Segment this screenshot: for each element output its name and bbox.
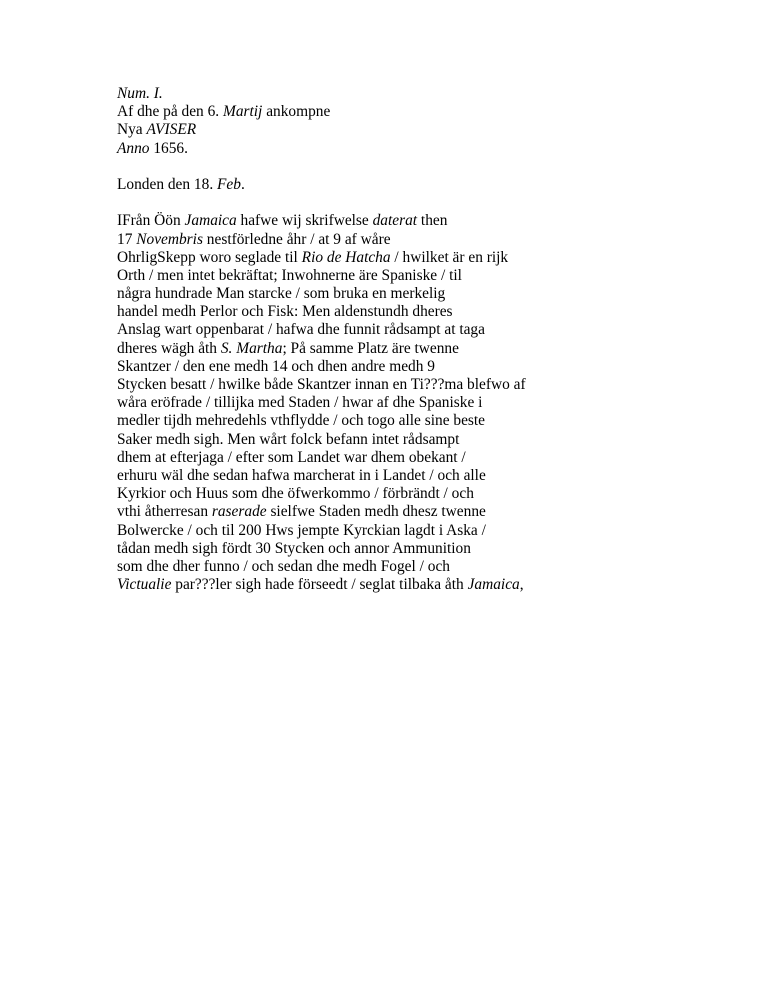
body-line — [117, 249, 737, 267]
text-segment: medler tijdh mehredehls vthflydde / och togo alle sine beste — [117, 412, 485, 430]
text-segment: erhuru wäl dhe sedan hafwa marcherat in i Landet / och alle — [117, 466, 486, 484]
text-segment: hafwe wij skrifwelse — [236, 212, 373, 230]
text-segment: / hwilket är en rijk — [390, 248, 509, 266]
body-line — [117, 485, 737, 503]
body-line — [117, 376, 737, 394]
italic-text: raserade — [211, 503, 267, 521]
body-line — [117, 522, 737, 540]
text-segment: dhem at efterjaga / efter som Landet war dhem obekant / — [117, 448, 466, 466]
body-line — [117, 267, 737, 285]
italic-text: Jamaica — [467, 576, 520, 594]
body-line — [117, 503, 737, 521]
text-segment: Kyrkior och Huus som dhe öfwerkommo / förbrändt / och — [117, 485, 474, 503]
document-page — [117, 85, 737, 594]
text-segment: wåra eröfrade / tillijka med Staden / hwar af dhe Spaniske i — [117, 394, 483, 412]
body-line — [117, 558, 737, 576]
header-line-arrival: Af dhe på den 6. Martij ankompne — [117, 103, 331, 121]
body-line — [117, 358, 737, 376]
text-segment: 17 — [117, 230, 137, 248]
text-segment: par???ler sigh hade förseedt / seglat tilbaka åth — [171, 576, 468, 594]
body-line — [117, 431, 737, 449]
text-segment: ; På samme Platz äre twenne — [282, 339, 459, 357]
body-line — [117, 412, 737, 430]
text-segment: Skantzer / den ene medh 14 och dhen andre medh 9 — [117, 357, 435, 375]
body-line — [117, 321, 737, 339]
spacer — [117, 194, 737, 212]
italic-text: daterat — [372, 212, 418, 230]
body-line — [117, 303, 737, 321]
header-line-title: Nya AVISER — [117, 121, 197, 139]
italic-text: Rio de Hatcha — [301, 248, 391, 266]
text-segment: tådan medh sigh fördt 30 Stycken och annor Ammunition — [117, 539, 471, 557]
body-line — [117, 576, 737, 594]
italic-text: Jamaica — [184, 212, 237, 230]
text-segment: Bolwercke / och til 200 Hws jempte Kyrckian lagdt i Aska / — [117, 521, 486, 539]
text-segment: handel medh Perlor och Fisk: Men aldenstundh dheres — [117, 303, 453, 321]
text-segment: , — [519, 576, 524, 594]
text-segment: then — [417, 212, 448, 230]
body-line — [117, 449, 737, 467]
dateline: Londen den 18. Feb. — [117, 175, 245, 193]
body-line — [117, 212, 737, 230]
body-line — [117, 394, 737, 412]
text-segment: sielfwe Staden medh dhesz twenne — [266, 503, 486, 521]
text-segment: nestförledne åhr / at 9 af wåre — [202, 230, 391, 248]
article-body — [117, 212, 737, 594]
issue-number: Num. I. — [117, 85, 163, 102]
spacer — [117, 158, 737, 176]
body-line — [117, 231, 737, 249]
italic-text: Novembris — [136, 230, 203, 248]
text-segment: Saker medh sigh. Men wårt folck befann intet rådsampt — [117, 430, 460, 448]
text-segment: Stycken besatt / hwilke både Skantzer innan en Ti???ma blefwo af — [117, 376, 526, 393]
text-segment: som dhe dher funno / och sedan dhe medh Fogel / och — [117, 557, 450, 575]
header-line-year: Anno 1656. — [117, 139, 188, 157]
body-line — [117, 467, 737, 485]
text-segment: IFrån Öön — [117, 212, 185, 230]
text-segment: Anslag wart oppenbarat / hafwa dhe funnit rådsampt at taga — [117, 321, 485, 339]
body-line — [117, 540, 737, 558]
text-segment: Orth / men intet bekräftat; Inwohnerne äre Spaniske / til — [117, 266, 462, 284]
text-segment: dheres wägh åth — [117, 339, 221, 357]
body-line — [117, 340, 737, 358]
text-segment: OhrligSkepp woro seglade til — [117, 248, 302, 266]
body-line — [117, 285, 737, 303]
text-segment: vthi åtherresan — [117, 503, 212, 521]
text-segment: några hundrade Man starcke / som bruka en merkelig — [117, 285, 446, 303]
italic-text: Victualie — [117, 576, 172, 594]
italic-text: S. Martha — [220, 339, 283, 357]
